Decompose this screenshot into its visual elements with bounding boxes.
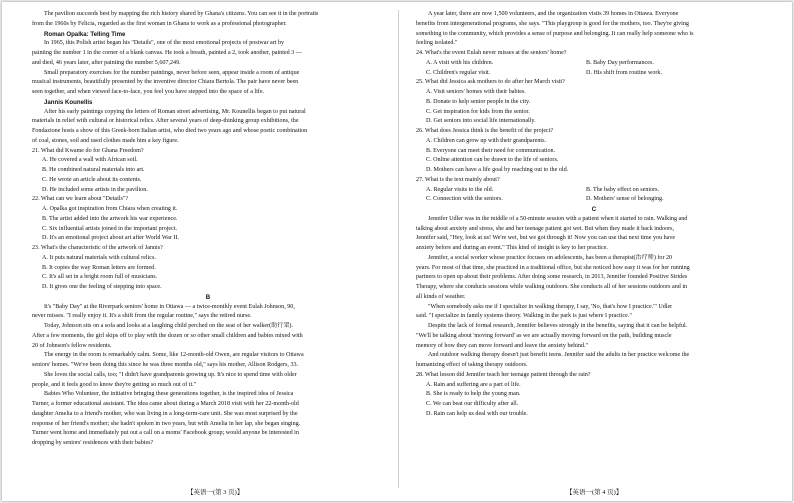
paragraph-line: And outdoor walking therapy doesn't just benefit teens. Jennifer said the adults in her practice welcome the xyxy=(428,352,690,359)
paragraph-line: Turner went home and immediately put out a call on a moms' Facebook group; would anyone be interested in xyxy=(32,430,299,437)
paragraph-line: A year later, there are now 1,500 volunteers, and the organization visits 39 homes in Ottawa. Everyone xyxy=(428,11,679,17)
paragraph-line: After his early paintings copying the letters of Roman street advertising, Mr. Kounellis began to put natural xyxy=(44,108,306,115)
paragraph-line: memory of how they can move forward and leave the anxiety behind." xyxy=(416,342,589,349)
paragraph-line: In 1965, this Polish artist began his "Details", one of the most emotional projects of postwar art by xyxy=(44,40,285,47)
paragraph-line: Today, Johnson sits on a sofa and looks at a laughing child perched on the seat of her walker(助行架). xyxy=(44,323,293,329)
answer-option: D. He included some artists in the pavilion. xyxy=(42,186,148,193)
paragraph-line: never misses. "I really enjoy it. It's a shift from the regular routine," says the retired nurse. xyxy=(32,313,252,320)
paragraph-line: seen together, and when viewed face-to-face, you feel you have stepped into the space of a life. xyxy=(32,89,265,95)
paragraph-line: Jennifer Udler was in the middle of a 50-minute session with a patient when it started to rain. Walking and xyxy=(428,215,688,222)
question-stem: 22. What can we learn about "Details"? xyxy=(32,196,129,203)
question-stem: 21. What did Kwame do for Ghana Freedom? xyxy=(32,147,144,154)
paragraph-line: Fondazione hosts a show of this Greek-born Italian artist, who died two years ago and whose poetic combination xyxy=(32,128,308,134)
paragraph-line: "We'll be talking about 'moving forward' as we are actually moving forward on the path, building muscle xyxy=(416,332,672,339)
paragraph-line: Small preparatory exercises for the number paintings, never before seen, appear inside a room of antique xyxy=(44,69,300,76)
paragraph-line: painting the number 1 in the corner of a blank canvas. He took a breath, painted a 2, took another, painted 3 — xyxy=(32,50,302,56)
answer-option: C. Children's regular visit. xyxy=(426,69,491,76)
paragraph-line: daughter Amelia to a friend's mother, who was living in a long-term-care unit. She was most surprised by the xyxy=(32,410,298,417)
question-stem: 24. What's the event Eulah never misses at the seniors' home? xyxy=(416,50,567,56)
answer-option: D. His shift from routine work. xyxy=(586,69,662,76)
paragraph-line: Despite the lack of formal research, Jennifer believes strongly in the benefits, saying that it can be helpful. xyxy=(428,323,688,329)
answer-option: A. Opalka got inspiration from Chiara when creating it. xyxy=(42,206,178,212)
page-3 xyxy=(32,10,384,480)
paragraph-line: years. For most of that time, she practiced in a traditional office, but she noticed how easy it was for her running xyxy=(416,264,690,271)
answer-option: A. It puts natural materials with cultural relics. xyxy=(42,254,156,261)
answer-option: C. Connection with the seniors. xyxy=(426,196,503,203)
answer-option: D. Mothers can have a life goal by reaching out to the old. xyxy=(426,167,569,173)
paragraph-line: response of her friend's mother; she hadn't spoken in two years, but with Amelia in her lap, she began singing. xyxy=(32,420,301,427)
paragraph-line: said. "I specialize in family systems theory. Walking in the park is just where I practice." xyxy=(416,313,632,320)
page-footer-4: 【英语一(第 4 页)】 xyxy=(566,489,623,496)
answer-option: C. Get inspiration for kids from the senior. xyxy=(426,108,530,115)
answer-option: B. Baby Day performances. xyxy=(586,59,654,66)
paragraph-line: Turner, a former educational assistant. The idea came about during a March 2018 visit with her 22-month-old xyxy=(32,401,299,407)
answer-option: C. He wrote an article about its contents. xyxy=(42,176,142,183)
paragraph-line: Therapy, where she conducts sessions while walking outdoors. She conducts all of her sessions outdoors and in xyxy=(416,284,688,290)
answer-option: C. Online attention can be drawn to the life of seniors. xyxy=(426,157,559,164)
paragraph-line: Jennifer, a social worker whose practice focuses on adolescents, has been a therapist(治疗师) for 20 xyxy=(428,254,673,261)
paragraph-line: seniors' homes. "We've been doing this since he was three months old," says his mother, Allison Rodgers, 33. xyxy=(32,362,299,368)
paragraph-line: After a few moments, the girl skips off to play with the dozen or so other small children and babies mixed with xyxy=(32,332,303,339)
paragraph-line: The pavilion succeeds best by mapping the rich history shared by Ghana's citizens. You can see it in the portraits xyxy=(44,11,319,17)
answer-option: A. A visit with his children. xyxy=(426,59,494,66)
question-stem: 25. What did Jessica ask mothers to do after her March visit? xyxy=(416,79,565,86)
answer-option: D. It gives one the feeling of stepping into space. xyxy=(42,284,162,290)
answer-option: D. It's an emotional project about art after World War II. xyxy=(42,235,179,242)
question-stem: 23. What's the characteristic of the artwork of Jannis? xyxy=(32,245,163,251)
paragraph-line: Jennifer said, "Hey, look at us! We're wet, but we got through it! Now you can use that next time you have xyxy=(416,235,676,242)
answer-option: B. It copies the way Roman letters are formed. xyxy=(42,264,156,271)
answer-option: B. Everyone can meet their need for communication. xyxy=(426,147,556,154)
paragraph-line: 20 of Johnson's fellow residents. xyxy=(32,342,112,349)
question-stem: 26. What does Jessica think is the benefit of the project? xyxy=(416,128,554,134)
page-4 xyxy=(416,10,772,480)
paragraph-line: partners to open up about their problems. After doing some research, in 2013, Jennifer founded Positive Strides xyxy=(416,274,688,281)
paragraph-line: of coal, stones, soil and used clothes made him a key figure. xyxy=(32,137,179,144)
answer-option-row xyxy=(416,195,772,205)
question-stem: 28. What lesson did Jennifer teach her teenage patient through the rain? xyxy=(416,371,591,378)
answer-option: B. She is ready to help the young man. xyxy=(426,391,521,398)
answer-option: A. He covered a wall with African soil. xyxy=(42,157,138,164)
answer-option: C. Six influential artists joined in the important project. xyxy=(42,225,178,232)
answer-option-row xyxy=(416,59,772,69)
paragraph-line: from the 1960s by Felicia, regarded as the first woman in Ghana to work as a professional photographer. xyxy=(32,20,287,27)
paragraph-line: The energy in the room is remarkably calm. Some, like 12-month-old Owen, are regular visitors to Ottawa xyxy=(44,352,304,359)
paragraph-line: Babies Who Volunteer, the initiative bringing these generations together, is the inspired idea of Jessica xyxy=(44,391,294,398)
answer-option: A. Children can grow up with their grandparents. xyxy=(426,137,546,144)
paragraph-line: talking about anxiety and stress, she and her teenage patient got wet. But when they made it back indoors, xyxy=(416,225,675,232)
answer-option-row xyxy=(416,186,772,196)
paragraph-line: "When somebody asks me if I specialize in walking therapy, I say, 'No, that's how I practice.'" Udler xyxy=(428,303,673,310)
paragraph-line: feeling isolated." xyxy=(416,40,458,47)
paragraph-line: humanizing effect of taking therapy outdoors. xyxy=(416,362,528,368)
paragraph-line: She loves the social calls, too; "I didn't have grandparents growing up. It's nice to spend time with older xyxy=(44,371,297,378)
answer-option: C. We can beat our difficulty after all. xyxy=(426,401,519,407)
paragraph-line: and died, 46 years later, after painting the number 5,607,249. xyxy=(32,59,181,66)
section-heading: Jannis Kounellis xyxy=(44,98,93,106)
paragraph-line: materials in relief with cultural or historical relics. After several years of deep-thinking group exhibitions, the xyxy=(32,118,299,125)
paragraph-line: people, and it feels good to know they're getting so much out of it." xyxy=(32,381,197,388)
answer-option: A. Rain and suffering are a part of life. xyxy=(426,381,521,388)
page-footer-3: 【英语一(第 3 页)】 xyxy=(187,489,244,496)
answer-option: D. Get seniors into social life internationally. xyxy=(426,118,536,125)
question-stem: 27. What is the text mainly about? xyxy=(416,176,500,183)
answer-option: D. Rain can help us deal with our trouble. xyxy=(426,410,528,417)
answer-option: D. Mothers' sense of belonging. xyxy=(586,196,664,203)
paragraph-line: It's "Baby Day" at the Riverpark seniors' home in Ottawa — a twice-monthly event Eulah Johnson, 90, xyxy=(44,303,295,310)
passage-letter: B xyxy=(205,293,211,301)
answer-option: B. The baby effect on seniors. xyxy=(586,186,660,193)
passage-letter: C xyxy=(591,206,597,213)
paragraph-line: benefits from intergenerational programs, she says. "This playgroup is good for the mothers, too. They're giving xyxy=(416,20,689,27)
paragraph-line: something to the community, which provides a sense of purpose and belonging. It can really help someone who is xyxy=(416,30,694,37)
answer-option: B. He combined natural materials into art. xyxy=(42,167,145,173)
answer-option-row xyxy=(416,69,772,79)
answer-option: B. The artist added into the artwork his war experience. xyxy=(42,215,178,222)
answer-option: A. Regular visits to the old. xyxy=(426,186,494,193)
paragraph-line: dropping by seniors' residences with their babies? xyxy=(32,440,154,446)
paragraph-line: anxiety before and during an event." This kind of insight is key to her practice. xyxy=(416,245,608,251)
section-heading: Roman Opalka: Telling Time xyxy=(44,30,126,38)
answer-option: C. It's all set in a bright room full of musicians. xyxy=(42,274,158,281)
answer-option: B. Donate to help senior people in the city. xyxy=(426,98,531,105)
paragraph-line: musical instruments, beautifully presented by the inventive director Chiara Bertola. The pair have never been xyxy=(32,79,299,86)
answer-option: A. Visit seniors' homes with their babies. xyxy=(426,89,526,95)
page-divider xyxy=(398,10,399,488)
paragraph-line: all kinds of weather. xyxy=(416,293,466,300)
exam-sheet xyxy=(2,2,792,501)
